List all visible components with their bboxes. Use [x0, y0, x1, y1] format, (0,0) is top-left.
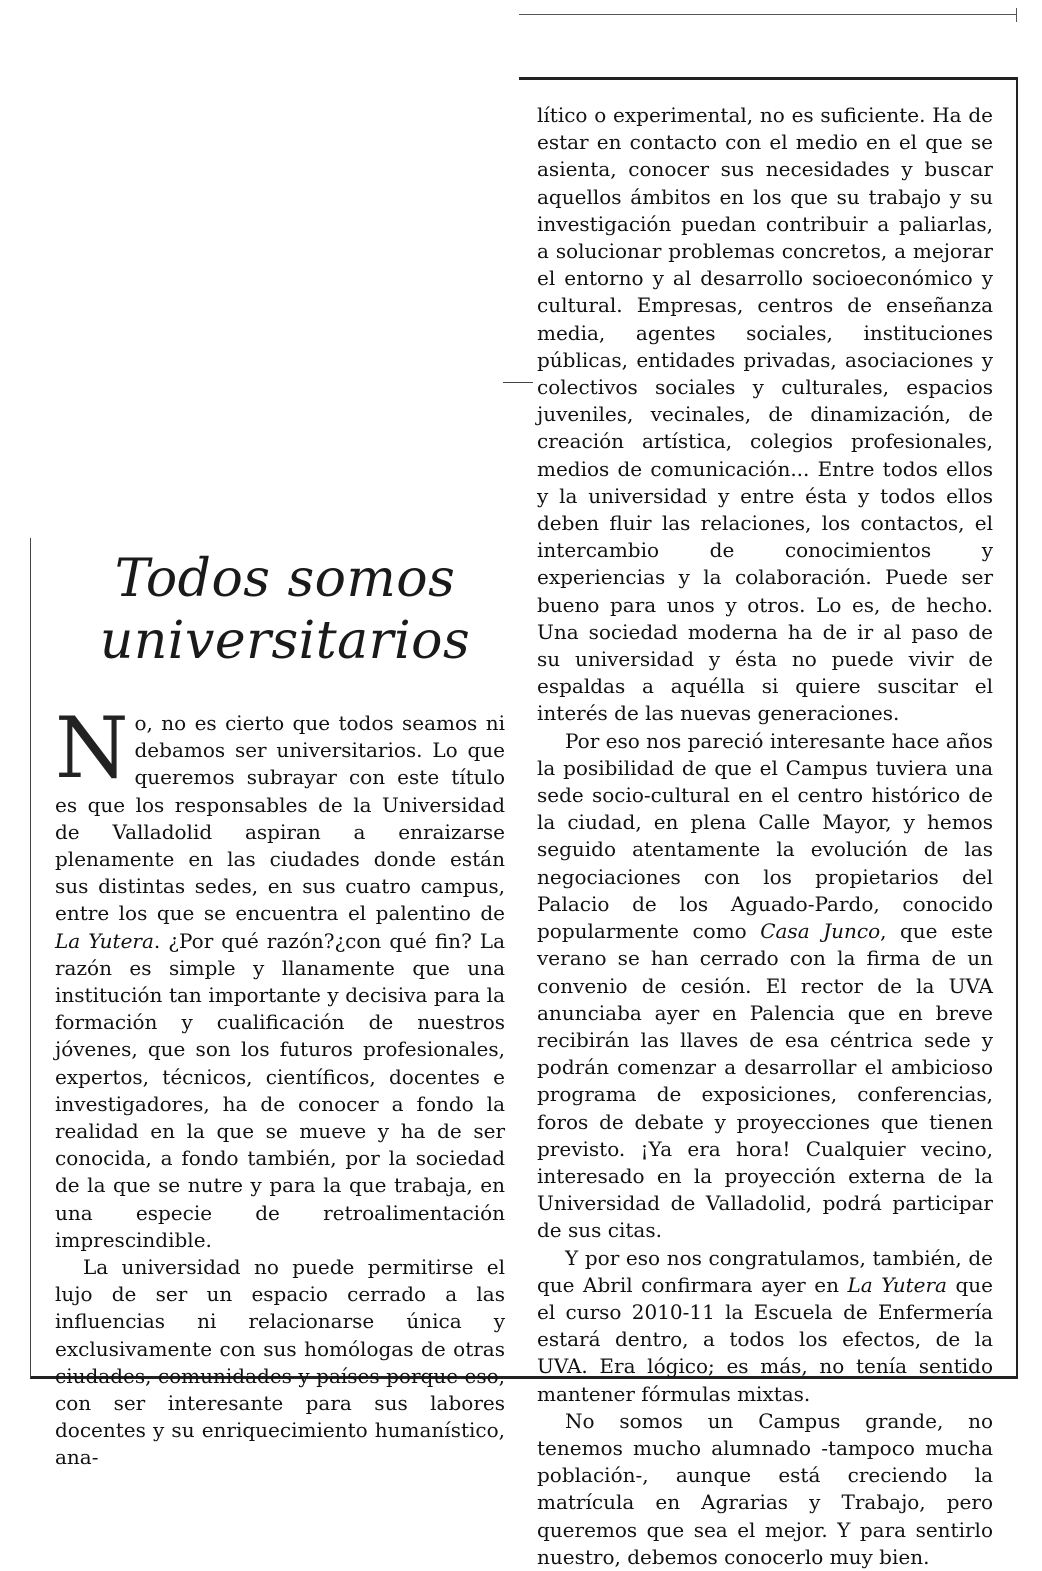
- left-border-rule: [30, 538, 31, 1378]
- paragraph-1-text-b: . ¿Por qué razón?¿con qué fin? La razón es simple y llanamente que una institución tan importante y decisiva para la formación y cualificación de nuestros jóvenes, que son los futuros profesionales, expertos, técnicos, científicos, docentes e investigadores, ha de conocer a fondo la realidad en la que se mueve y ha de ser conocida, a fondo también, por la sociedad de la que se nutre y para la que trabaja, en una especie de retroalimentación imprescindible.: [55, 928, 506, 1252]
- paragraph-1-italic: La Yutera: [55, 928, 154, 953]
- paragraph-4-italic: Casa Junco: [760, 919, 881, 944]
- article-title: [60, 548, 510, 672]
- paragraph-4: [537, 728, 993, 1245]
- right-column: [537, 102, 993, 1571]
- paragraph-4-text-b: , que este verano se han cerrado con la firma de un convenio de cesión. El rector de la UVA anunciaba ayer en Palencia que en breve recibirán las llaves de esa céntrica sede y podrán comenzar a desarrollar el ambicioso programa de exposiciones, conferencias, foros de debate y proyecciones que tienen previsto. ¡Ya era hora! Cualquier vecino, interesado en la proyección externa de la Universidad de Valladolid, podrá participar de sus citas.: [537, 919, 993, 1243]
- paragraph-5-text-b: que el curso 2010-11 la Escuela de Enfermería estará dentro, a todos los efectos, de la UVA. Era lógico; es más, no tenía sentido mantener fórmulas mixtas.: [537, 1272, 993, 1406]
- paragraph-5: [537, 1245, 993, 1408]
- paragraph-3: lítico o experimental, no es suficiente. Ha de estar en contacto con el medio en el que se asienta, conocer sus necesidades y buscar aquellos ámbitos en los que su trabajo y su investigación puedan contribuir a paliarlas, a solucionar problemas concretos, a mejorar el entorno y al desarrollo socioeconómico y cultural. Empresas, centros de enseñanza media, agentes sociales, instituciones públicas, entidades privadas, asociaciones y colectivos sociales y culturales, espacios juveniles, vecinales, de dinamización, de creación artística, colegios profesionales, medios de comunicación... Entre todos ellos y la universidad y entre ésta y todos ellos deben fluir las relaciones, los contactos, el intercambio de conocimientos y experiencias y la colaboración. Puede ser bueno para unos y otros. Lo es, de hecho. Una sociedad moderna ha de ir al paso de su universidad y ésta no puede vivir de espaldas a aquélla si quiere suscitar el interés de las nuevas generaciones.: [537, 103, 993, 726]
- paragraph-5-italic: La Yutera: [847, 1272, 947, 1297]
- top-rule-short: [519, 14, 1017, 15]
- margin-mark: [503, 382, 533, 383]
- title-line-1: Todos somos: [114, 549, 456, 609]
- left-column: [55, 699, 506, 1472]
- paragraph-6: No somos un Campus grande, no tenemos mucho alumnado -tampoco mucha población-, aunque está creciendo la matrícula en Agrarias y Trabajo, pero queremos que sea el mejor. Y para sentirlo nuestro, debemos conocerlo muy bien.: [537, 1408, 993, 1569]
- paragraph-1: [55, 699, 506, 1254]
- paragraph-1-text-a: o, no es cierto que todos seamos ni debamos ser universitarios. Lo que queremos subrayar con este título es que los responsables de la Universidad de Valladolid aspiran a enraizarse plenamente en las ciudades donde están sus distintas sedes, en sus cuatro campus, entre los que se encuentra el palentino de: [55, 711, 505, 926]
- drop-cap: N: [55, 699, 129, 797]
- title-line-2: universitarios: [99, 611, 471, 671]
- right-border-rule: [1016, 77, 1018, 1377]
- paragraph-4-text-a: Por eso nos pareció interesante hace años la posibilidad de que el Campus tuviera una sede socio-cultural en el centro histórico de la ciudad, en plena Calle Mayor, y hemos seguido atentamente la evolución de las negociaciones con los propietarios del Palacio de los Aguado-Pardo, conocido popularmente como: [537, 728, 993, 944]
- paragraph-2: La universidad no puede permitirse el lujo de ser un espacio cerrado a las influencias ni relacionarse única y exclusivamente con sus homólogas de otras ciudades, comunidades y países porque eso, con ser interesante para sus labores docentes y su enriquecimiento humanístico, ana-: [55, 1255, 505, 1470]
- paragraph-5-text-a: Y por eso nos congratulamos, también, de que Abril confirmara ayer en: [537, 1245, 993, 1297]
- right-column-top-rule: [519, 77, 1018, 80]
- top-rule-end-tick: [1016, 8, 1017, 22]
